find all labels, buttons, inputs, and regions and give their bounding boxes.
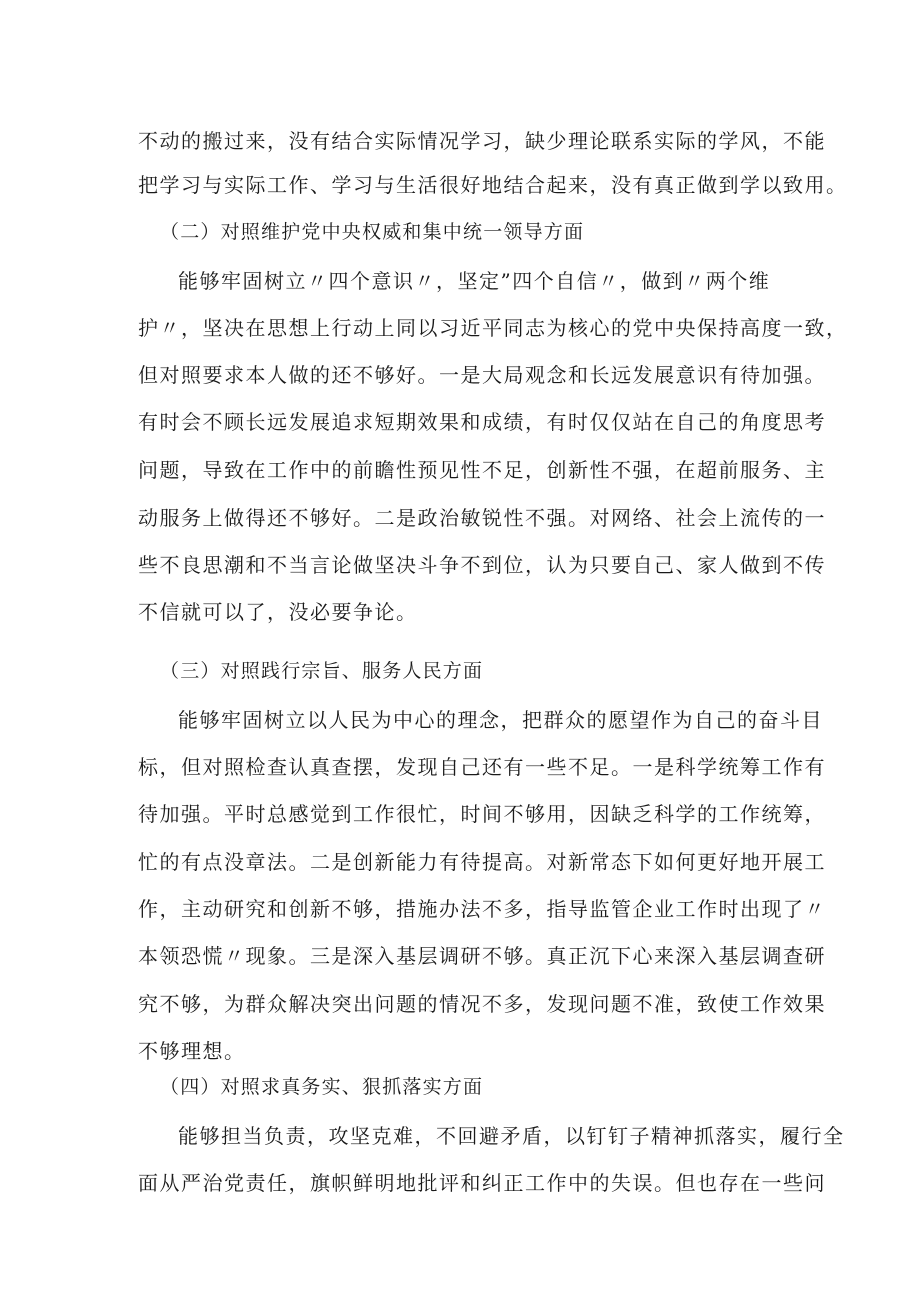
paragraph-line: 些不良思潮和不当言论做坚决斗争不到位，认为只要自己、家人做到不传 [138,553,826,577]
paragraph-line: 能够牢固树立〃四个意识〃，坚定”四个自信〃，做到〃两个维 [178,269,771,293]
paragraph-line: 但对照要求本人做的还不够好。一是大局观念和长远发展意识有待加强。 [138,363,826,387]
section-heading-3: （三）对照践行宗旨、服务人民方面 [160,660,484,682]
section-heading-4: （四）对照求真务实、狠抓落实方面 [160,1076,484,1098]
paragraph-line: 问题，导致在工作中的前瞻性预见性不足，创新性不强，在超前服务、主 [138,458,826,482]
paragraph-line: 忙的有点没章法。二是创新能力有待提高。对新常态下如何更好地开展工 [138,850,826,874]
paragraph-line: 能够牢固树立以人民为中心的理念，把群众的愿望作为自己的奋斗目 [178,708,823,732]
paragraph-line: 本领恐慌〃现象。三是深入基层调研不够。真正沉下心来深入基层调查研 [138,944,826,968]
paragraph-line: 不信就可以了，没必要争论。 [138,600,418,624]
paragraph-line: 动服务上做得还不够好。二是政治敏锐性不强。对网络、社会上流传的一 [138,506,826,530]
section-heading-2: （二）对照维护党中央权威和集中统一领导方面 [160,221,585,243]
paragraph-line: 不够理想。 [138,1039,246,1063]
paragraph-line: 把学习与实际工作、学习与生活很好地结合起来，没有真正做到学以致用。 [138,173,848,197]
paragraph-line: 能够担当负责，攻坚克难，不回避矛盾，以钉钉子精神抓落实，履行全 [178,1124,845,1148]
paragraph-line: 待加强。平时总感觉到工作很忙，时间不够用，因缺乏科学的工作统筹， [138,802,826,826]
paragraph-line: 作，主动研究和创新不够，措施办法不多，指导监管企业工作时出现了〃 [138,897,826,921]
paragraph-line: 究不够，为群众解决突出问题的情况不多，发现问题不准，致使工作效果 [138,992,826,1016]
paragraph-line: 有时会不顾长远发展追求短期效果和成绩，有时仅仅站在自己的角度思考 [138,410,826,434]
paragraph-line: 不动的搬过来，没有结合实际情况学习，缺少理论联系实际的学风，不能 [138,129,826,153]
paragraph-line: 标，但对照检查认真查摆，发现自己还有一些不足。一是科学统筹工作有 [138,755,826,779]
paragraph-line: 护〃，坚决在思想上行动上同以习近平同志为核心的党中央保持高度一致， [138,316,848,340]
paragraph-line: 面从严治党责任，旗帜鲜明地批评和纠正工作中的失误。但也存在一些问 [138,1171,826,1195]
